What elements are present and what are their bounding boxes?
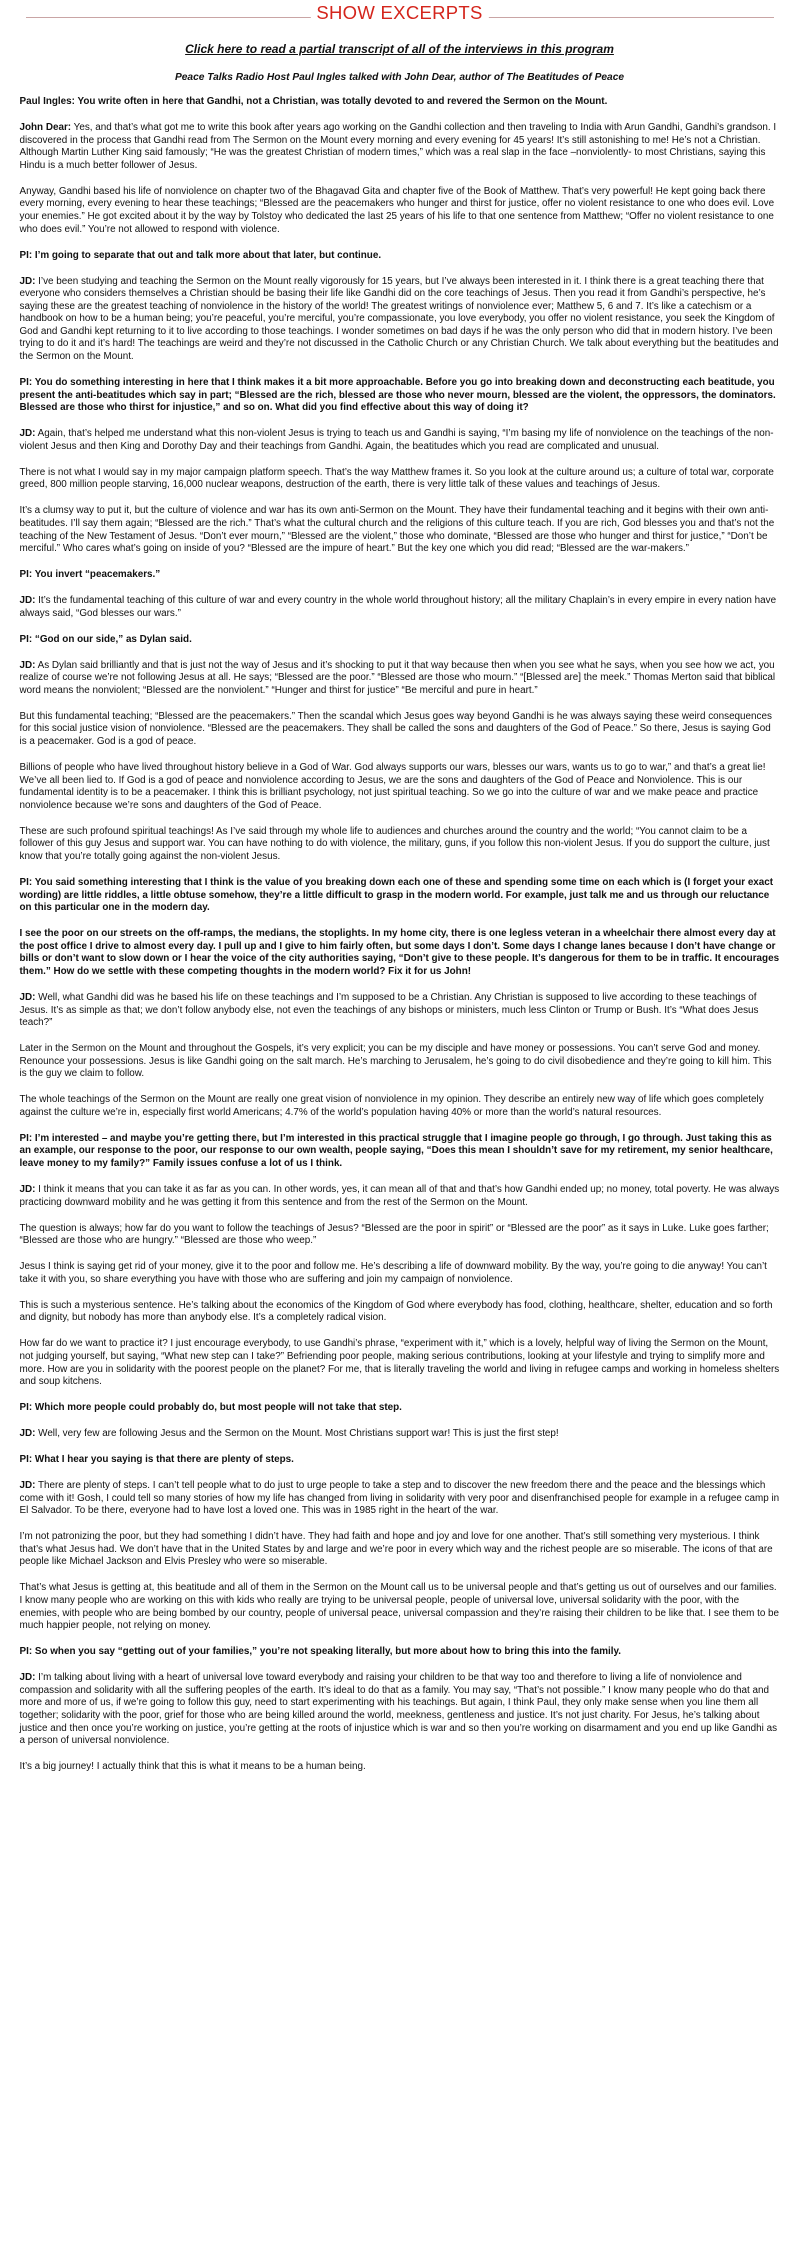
answer-paragraph bbox=[20, 711, 780, 749]
question-paragraph bbox=[20, 1454, 780, 1467]
speaker-label: JD: bbox=[19, 659, 36, 671]
paragraph-text: Well, very few are following Jesus and the Sermon on the Mount. Most Christians support war! This is just the first step! bbox=[38, 1428, 559, 1440]
speaker-label: PI: bbox=[19, 569, 33, 581]
section-title: SHOW EXCERPTS bbox=[310, 2, 488, 24]
answer-paragraph bbox=[20, 1428, 780, 1441]
speaker-label: JD: bbox=[19, 595, 36, 607]
paragraph-text: I see the poor on our streets on the off-ramps, the medians, the stoplights. In my home city, there is one legless veteran in a wheelchair there almost every day at the post office I drive to almost every day. I pull up and I give to him fairly often, but some days I don’t. Some days I change lanes because I don’t have change or bills or don’t want to slow down or I hear the voice of the city authorities saying, “Don’t give to these people. It’s dangerous for them to be in traffic. It encourages them.” How do we settle with these competing thoughts in the modern world? Fix it for us John! bbox=[19, 928, 780, 977]
interview-subtitle: Peace Talks Radio Host Paul Ingles talked with John Dear, author of The Beatitudes of Peace bbox=[174, 72, 625, 83]
paragraph-text: You write often in here that Gandhi, not a Christian, was totally devoted to and revered the Sermon on the Mount. bbox=[77, 96, 608, 107]
paragraph-text: Anyway, Gandhi based his life of nonviolence on chapter two of the Bhagavad Gita and chapter five of the Book of Matthew. That’s very powerful! He kept going back there every morning, every evening to hear these teachings; “Blessed are the peacemakers who hunger and thirst for justice, offer no violent resistance to one who does evil. Love your enemies.” He got excited about it by the way by Tolstoy who dedicated the last 25 years of his life to that one sentence from Matthew; “Offer no violent resistance to one who does evil.” You’re not allowed to respond with violence. bbox=[19, 185, 775, 235]
answer-paragraph bbox=[20, 1043, 780, 1081]
answer-paragraph bbox=[20, 1223, 780, 1248]
answer-paragraph bbox=[20, 467, 780, 492]
paragraph-text: I’ve been studying and teaching the Sermon on the Mount really vigorously for 15 years, but I’ve always been interested in it. I think there is a great teaching there that everyone who considers themselves a Christian should be basing their life like Gandhi did on the core teachings of Jesus. Then you read it from Gandhi’s perspective, he’s saying these are the greatest teaching of nonviolence in the history of the world! The greatest writings of nonviolence ever; Matthew 5, 6 and 7. It’s like a catechism or a handbook on how to be a human being; you’re peaceful, you’re merciful, you’re compassionate, you love everybody, you offer no violent resistance, you seek the Kingdom of God and Gandhi kept returning to it to live according to those teachings. I wonder sometimes on bad days if he was the only person who did that in modern history. I’ve been trying to do it and it’s hard! The teachings are weird and they’re not discussed in the Catholic Church or any Christian Church. We talk about everything but the beatitudes and the Sermon on the Mount. bbox=[19, 275, 779, 363]
paragraph-text: I’m not patronizing the poor, but they had something I didn’t have. They had faith and hope and joy and love for one another. That’s still something very mysterious. I think that’s what Jesus had. We don’t have that in the United States by and large and we’re poor in every which way and the richest people are so miserable. The icons of that are people like Michael Jackson and Elvis Presley who were so miserable. bbox=[19, 1531, 773, 1568]
speaker-label: JD: bbox=[19, 1672, 36, 1684]
answer-paragraph bbox=[20, 1672, 780, 1748]
answer-paragraph bbox=[20, 595, 780, 620]
paragraph-text: These are such profound spiritual teachings! As I’ve said through my whole life to audiences and churches around the country and the world; “You cannot claim to be a follower of this guy Jesus and support war. You can have nothing to do with violence, the military, guns, if you follow this non-violent Jesus. If you do support the culture, just know that you’re totally going against the non-violent Jesus. bbox=[19, 825, 770, 862]
answer-paragraph bbox=[20, 186, 780, 236]
question-paragraph bbox=[20, 377, 780, 415]
paragraph-text: “God on our side,” as Dylan said. bbox=[34, 633, 192, 645]
paragraph-text: It’s a big journey! I actually think that this is what it means to be a human being. bbox=[19, 1761, 366, 1773]
paragraph-text: But this fundamental teaching; “Blessed are the peacemakers.” Then the scandal which Jesus goes way beyond Gandhi is he was always saying these weird consequences for this social justice vision of nonviolence. “Blessed are the peacemakers. They shall be called the sons and daughters of the God of Peace.” So there, Jesus is saying God is a peacemaker. God is a god of peace. bbox=[19, 710, 772, 748]
answer-paragraph bbox=[20, 1531, 780, 1569]
answer-paragraph bbox=[20, 1094, 780, 1119]
speaker-label: JD: bbox=[19, 1480, 36, 1492]
speaker-label: PI: bbox=[19, 1646, 33, 1658]
answer-paragraph bbox=[20, 505, 780, 555]
speaker-label: PI: bbox=[19, 633, 33, 645]
question-paragraph bbox=[20, 250, 780, 263]
paragraph-text: It’s the fundamental teaching of this culture of war and every country in the whole world throughout history; all the military Chaplain’s in every empire in every nation have always said, “God blesses our wars.” bbox=[19, 595, 777, 619]
transcript bbox=[20, 96, 780, 1774]
answer-paragraph bbox=[20, 428, 780, 453]
speaker-label: JD: bbox=[19, 275, 36, 287]
question-paragraph bbox=[20, 1646, 780, 1659]
speaker-label: PI: bbox=[19, 1132, 33, 1144]
answer-paragraph bbox=[20, 1582, 780, 1632]
transcript-link[interactable]: Click here to read a partial transcript of all of the interviews in this program bbox=[185, 42, 614, 56]
paragraph-text: That’s what Jesus is getting at, this beatitude and all of them in the Sermon on the Mount call us to be universal people and that’s getting us out of ourselves and our families. I know many people who are working on this with kids who really are trying to be universal people, people of universal love, universal solidarity with the poor, with the enemies, with people who are being bombed by our country, people of universal peace, universal compassion and they’re raising their children to be like that. I see them to be much happier people, not relying on money. bbox=[19, 1582, 780, 1632]
speaker-label: Paul Ingles: bbox=[19, 96, 75, 107]
answer-paragraph bbox=[20, 826, 780, 864]
paragraph-text: I’m going to separate that out and talk more about that later, but continue. bbox=[34, 249, 382, 261]
paragraph-text: You do something interesting in here that I think makes it a bit more approachable. Before you go into breaking down and deconstructing each beatitude, you present the anti-beatitudes which say in part; “Blessed are the rich, blessed are those who never mourn, blessed are the violent, the oppressors, the dominators. Blessed are those who thirst for injustice,” and so on. What did you find effective about this way of doing it? bbox=[19, 377, 776, 414]
paragraph-text: Jesus I think is saying get rid of your money, give it to the poor and follow me. He’s describing a life of downward mobility. By the way, you’re going to die anyway! You can’t take it with you, so share everything you have with those who are suffering and join my campaign of nonviolence. bbox=[19, 1261, 767, 1285]
question-paragraph bbox=[20, 1402, 780, 1415]
paragraph-text: What I hear you saying is that there are plenty of steps. bbox=[34, 1454, 294, 1466]
paragraph-text: How far do we want to practice it? I just encourage everybody, to use Gandhi’s phrase, “experiment with it,” which is a lovely, helpful way of living the Sermon on the Mount, not judging yourself, but saying, “What new step can I take?” Befriending poor people, making serious contributions, looking at your lifestyle and trying to simplify more and more. How are you in solidarity with the poorest people on the planet? For me, that is literally traveling the world and living in refugee camps and working in homeless shelters and soup kitchens. bbox=[19, 1338, 780, 1388]
answer-paragraph bbox=[20, 1300, 780, 1325]
paragraph-text: There are plenty of steps. I can’t tell people what to do just to urge people to take a step and to discover the new freedom there and the peace and the blessings which come with it! Gosh, I could tell so many stories of how my life has changed from living in solidarity with very poor and disenfranchised people for example in a refugee camp in El Salvador. To be there, everyone had to have lost a loved one. This was in 1985 right in the heart of the war. bbox=[19, 1480, 780, 1517]
answer-paragraph bbox=[20, 1761, 780, 1774]
answer-paragraph bbox=[20, 1338, 780, 1388]
paragraph-text: It’s a clumsy way to put it, but the culture of violence and war has its own anti-Sermon on the Mount. They have their fundamental teaching and it begins with their own anti-beatitudes. I’ll say them again; “Blessed are the rich.” That’s what the cultural church and the religions of this culture teach. If you are rich, God blesses you and that’s not the teaching of the New Testament of Jesus. “Don’t ever mourn,” “Blessed are the violent,” those who dominate, “Blessed are those who hunger and thirst for justice,” “Don’t be merciful.” Who cares what’s going on inside of you? “Blessed are the impure of heart.” But the key one which you did read; “Blessed are the war-makers.” bbox=[19, 505, 775, 555]
speaker-label: PI: bbox=[19, 876, 33, 888]
speaker-label: John Dear: bbox=[19, 121, 72, 133]
paragraph-text: Which more people could probably do, but most people will not take that step. bbox=[34, 1402, 402, 1414]
paragraph-text: Again, that’s helped me understand what this non-violent Jesus is trying to teach us and Gandhi is saying, “I’m basing my life of nonviolence on the teachings of the non-violent Jesus and then King and Dorothy Day and their teachings from Gandhi. Again, the beatitudes which you read are complicated and unusual. bbox=[19, 428, 774, 452]
paragraph-text: You invert “peacemakers.” bbox=[34, 569, 161, 581]
speaker-label: JD: bbox=[19, 991, 36, 1003]
paragraph-text: So when you say “getting out of your families,” you’re not speaking literally, but more about how to bring this into the family. bbox=[34, 1646, 622, 1658]
answer-paragraph bbox=[20, 1184, 780, 1209]
speaker-label: JD: bbox=[19, 1428, 36, 1440]
answer-paragraph bbox=[20, 992, 780, 1030]
paragraph-text: Later in the Sermon on the Mount and throughout the Gospels, it’s very explicit; you can be my disciple and have money or possessions. You can’t serve God and money. Renounce your possessions. Jesus is like Gandhi going on the salt march. He’s marching to Jerusalem, he’s going to do civil disobedience and they’re going to kill him. This is the guy we claim to follow. bbox=[19, 1043, 772, 1080]
paragraph-text: Billions of people who have lived throughout history believe in a God of War. God always supports our wars, blesses our wars, wants us to go to war,” and that’s a great lie! We’ve all been lied to. If God is a god of peace and nonviolence according to Jesus, we are the sons and daughters of the God of Peace and Nonviolence. This is our fundamental identity is to be a peacemaker. I think this is brilliant psychology, not just spiritual teaching. So we go into the culture of war and we make peace and practice nonviolence because we’re sons and daughters of the God of Peace. bbox=[19, 762, 766, 811]
answer-paragraph bbox=[20, 660, 780, 698]
question-paragraph bbox=[20, 1133, 780, 1171]
question-paragraph bbox=[20, 928, 780, 978]
speaker-label: PI: bbox=[19, 1402, 33, 1414]
answer-paragraph bbox=[20, 1261, 780, 1286]
speaker-label: PI: bbox=[19, 1454, 33, 1466]
question-paragraph bbox=[20, 96, 780, 109]
question-paragraph bbox=[20, 877, 780, 915]
answer-paragraph bbox=[20, 762, 780, 812]
speaker-label: JD: bbox=[19, 1184, 36, 1195]
speaker-label: JD: bbox=[19, 428, 36, 440]
answer-paragraph bbox=[20, 122, 780, 172]
paragraph-text: The question is always; how far do you want to follow the teachings of Jesus? “Blessed are the poor in spirit” or “Blessed are the poor” as it says in Luke. Luke goes farther; “Blessed are those who are hungry.” “Blessed are those who weep.” bbox=[19, 1222, 769, 1247]
show-excerpts-page bbox=[20, 0, 780, 1774]
paragraph-text: As Dylan said brilliantly and that is just not the way of Jesus and it’s shocking to put it that way because then when you see what he says, when you see how we act, you realize of course we’re not following Jesus at all. He says; “Blessed are the poor.” “Blessed are those who mourn.” “[Blessed are] the meek.” Thomas Merton said that biblical word means the nonviolent; “Blessed are the nonviolent.” “Hunger and thirst for justice” “Be merciful and pure in heart.” bbox=[19, 659, 776, 696]
answer-paragraph bbox=[20, 276, 780, 364]
paragraph-text: This is such a mysterious sentence. He’s talking about the economics of the Kingdom of God where everybody has food, clothing, healthcare, shelter, education and so forth and dignity, but nobody has more than anybody else. It’s a completely radical vision. bbox=[19, 1299, 773, 1324]
answer-paragraph bbox=[20, 1480, 780, 1518]
section-header bbox=[20, 2, 780, 28]
paragraph-text: Well, what Gandhi did was he based his life on these teachings and I’m supposed to be a Christian. Any Christian is supposed to live according to these teachings of Jesus. It’s as simple as that; we don’t follow anybody else, not even the teachings of any bishops or ministers, much less Clinton or Trump or Bush. It’s “What does Jesus teach?” bbox=[19, 991, 759, 1029]
question-paragraph bbox=[20, 569, 780, 582]
paragraph-text: I’m talking about living with a heart of universal love toward everybody and raising your children to be that way too and therefore to living a life of nonviolence and compassion and solidarity with all the suffering peoples of the earth. It’s ideal to do that as a family. You may say, “That’s not possible.” I know many people who do that and more and more of us, if we’re going to follow this guy, need to start experimenting with his teachings. But again, I think Paul, they only make sense when you line them all together; solidarity with the poor, grief for those who are being killed around the world, meekness, gentleness and justice. It’s not just charity. For Jesus, he’s talking about justice and then once you’re working on justice, you’re getting at the roots of injustice which is war and so then you’re working on disarmament and you end up like Gandhi as a person of universal nonviolence. bbox=[19, 1672, 778, 1747]
paragraph-text: You said something interesting that I think is the value of you breaking down each one of these and spending some time on each which is (I forget your exact wording) are little riddles, a little obtuse somehow, they’re a little difficult to grasp in the modern world. For example, just talk me and us through our reluctance on this particular one in the modern day. bbox=[19, 876, 774, 914]
paragraph-text: The whole teachings of the Sermon on the Mount are really one great vision of nonviolence in my opinion. They describe an entirely new way of life which goes completely against the culture we’re in, especially first world Americans; 4.7% of the world’s population having 40% or more than the world’s natural resources. bbox=[19, 1094, 764, 1118]
speaker-label: PI: bbox=[19, 377, 33, 389]
paragraph-text: Yes, and that’s what got me to write this book after years ago working on the Gandhi collection and then traveling to India with Arun Gandhi, Gandhi’s grandson. I discovered in the process that Gandhi read from The Sermon on the Mount every morning and every evening for 45 years! It’s still astonishing to me! He’s not a Christian. Although Martin Luther King said famously; “He was the greatest Christian of modern times,” which was a real slap in the face –nonviolently- to most Christians, saying this Hindu is a much better follower of Jesus. bbox=[19, 121, 777, 171]
paragraph-text: I’m interested – and maybe you’re getting there, but I’m interested in this practical struggle that I imagine people go through, I go through. Just taking this as an example, our response to the poor, our response to our own wealth, people saying, “Does this mean I shouldn’t save for my retirement, my senior healthcare, leave money to my family?” Family issues confuse a lot of us I think. bbox=[19, 1132, 773, 1170]
question-paragraph bbox=[20, 634, 780, 647]
speaker-label: PI: bbox=[19, 249, 33, 261]
paragraph-text: There is not what I would say in my major campaign platform speech. That’s the way Matthew frames it. So you look at the culture around us; a culture of total war, corporate greed, 800 million people starving, 16,000 nuclear weapons, destruction of the earth, there is very little talk of these values and teachings of Jesus. bbox=[19, 466, 774, 491]
paragraph-text: I think it means that you can take it as far as you can. In other words, yes, it can mean all of that and that’s how Gandhi ended up; no money, total poverty. He was always practicing downward mobility and he was getting it from this sentence and from the rest of the Sermon on the Mount. bbox=[19, 1184, 780, 1208]
